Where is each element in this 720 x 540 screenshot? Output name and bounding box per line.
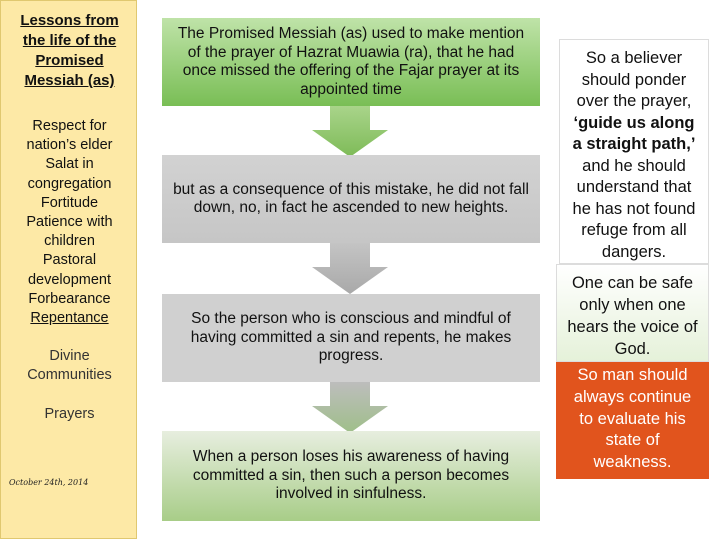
sidebar-title (3, 11, 136, 91)
note-line: should ponder (581, 70, 687, 89)
note-line: over the prayer, (576, 92, 692, 110)
note-line: hears the voice of (567, 318, 698, 336)
flow-step-4: When a person loses his awareness of having committed a sin, then such a person becomes involved in sinfulness. (162, 431, 540, 521)
note-line: God. (614, 340, 651, 358)
sidebar-section-prayers: Prayers (44, 406, 95, 422)
note-line: refuge from all (581, 221, 687, 239)
sidebar-title-line: Promised (35, 52, 104, 69)
note-line: So a believer (585, 49, 683, 67)
note-line: weakness. (593, 453, 672, 472)
note-quote: ‘guide us along (573, 113, 695, 132)
sidebar-topic: Fortitude (40, 194, 99, 211)
sidebar-topic: children (44, 233, 95, 250)
sidebar-section-line: Divine (49, 348, 90, 364)
safety-note (556, 264, 709, 362)
flow-step-1: The Promised Messiah (as) used to make mention of the prayer of Hazrat Muawia (ra), that he had once missed the offering of the Fajar prayer at its appointed time (162, 18, 540, 106)
sidebar-title-line: Messiah (as) (24, 72, 115, 89)
note-line: So man should (577, 366, 688, 384)
sidebar-topic: Salat in (45, 156, 94, 173)
note-line: only when one (579, 296, 686, 314)
note-line: dangers. (601, 242, 667, 261)
note-line: understand that (576, 178, 692, 196)
lesson-sidebar (0, 0, 137, 539)
sidebar-topic: congregation (27, 175, 112, 192)
evaluate-weakness-note (556, 362, 709, 479)
believer-prayer-note (559, 39, 709, 264)
sidebar-topic: Forbearance (28, 290, 111, 307)
note-line: to evaluate his (579, 409, 686, 428)
down-arrow-2 (312, 243, 388, 294)
note-line: always continue (573, 387, 692, 406)
note-quote: a straight path,’ (572, 135, 696, 153)
sidebar-topic: Patience with (26, 214, 113, 231)
sidebar-date: October 24th, 2014 (9, 478, 89, 487)
note-line: and he should (582, 156, 686, 175)
sidebar-title-line: the life of the (22, 32, 117, 49)
sidebar-topic: nation’s elder (26, 137, 113, 154)
sidebar-title-line: Lessons from (20, 12, 119, 29)
sidebar-section-divine (3, 347, 136, 385)
flow-step-2: but as a consequence of this mistake, he did not fall down, no, in fact he ascended to new heights. (162, 155, 540, 243)
sidebar-topic: Pastoral (42, 252, 97, 269)
down-arrow-3 (312, 382, 388, 433)
flow-step-3: So the person who is conscious and mindful of having committed a sin and repents, he makes progress. (162, 294, 540, 382)
sidebar-topic: Respect for (32, 118, 107, 134)
sidebar-section-line: Communities (27, 367, 112, 383)
sidebar-topic-list (3, 117, 136, 328)
down-arrow-1 (312, 106, 388, 157)
note-line: state of (605, 431, 660, 450)
note-line: One can be safe (571, 274, 694, 292)
note-line: he has not found (572, 199, 696, 218)
sidebar-topic-current: Repentance (30, 310, 109, 327)
sidebar-topic: development (27, 271, 112, 288)
